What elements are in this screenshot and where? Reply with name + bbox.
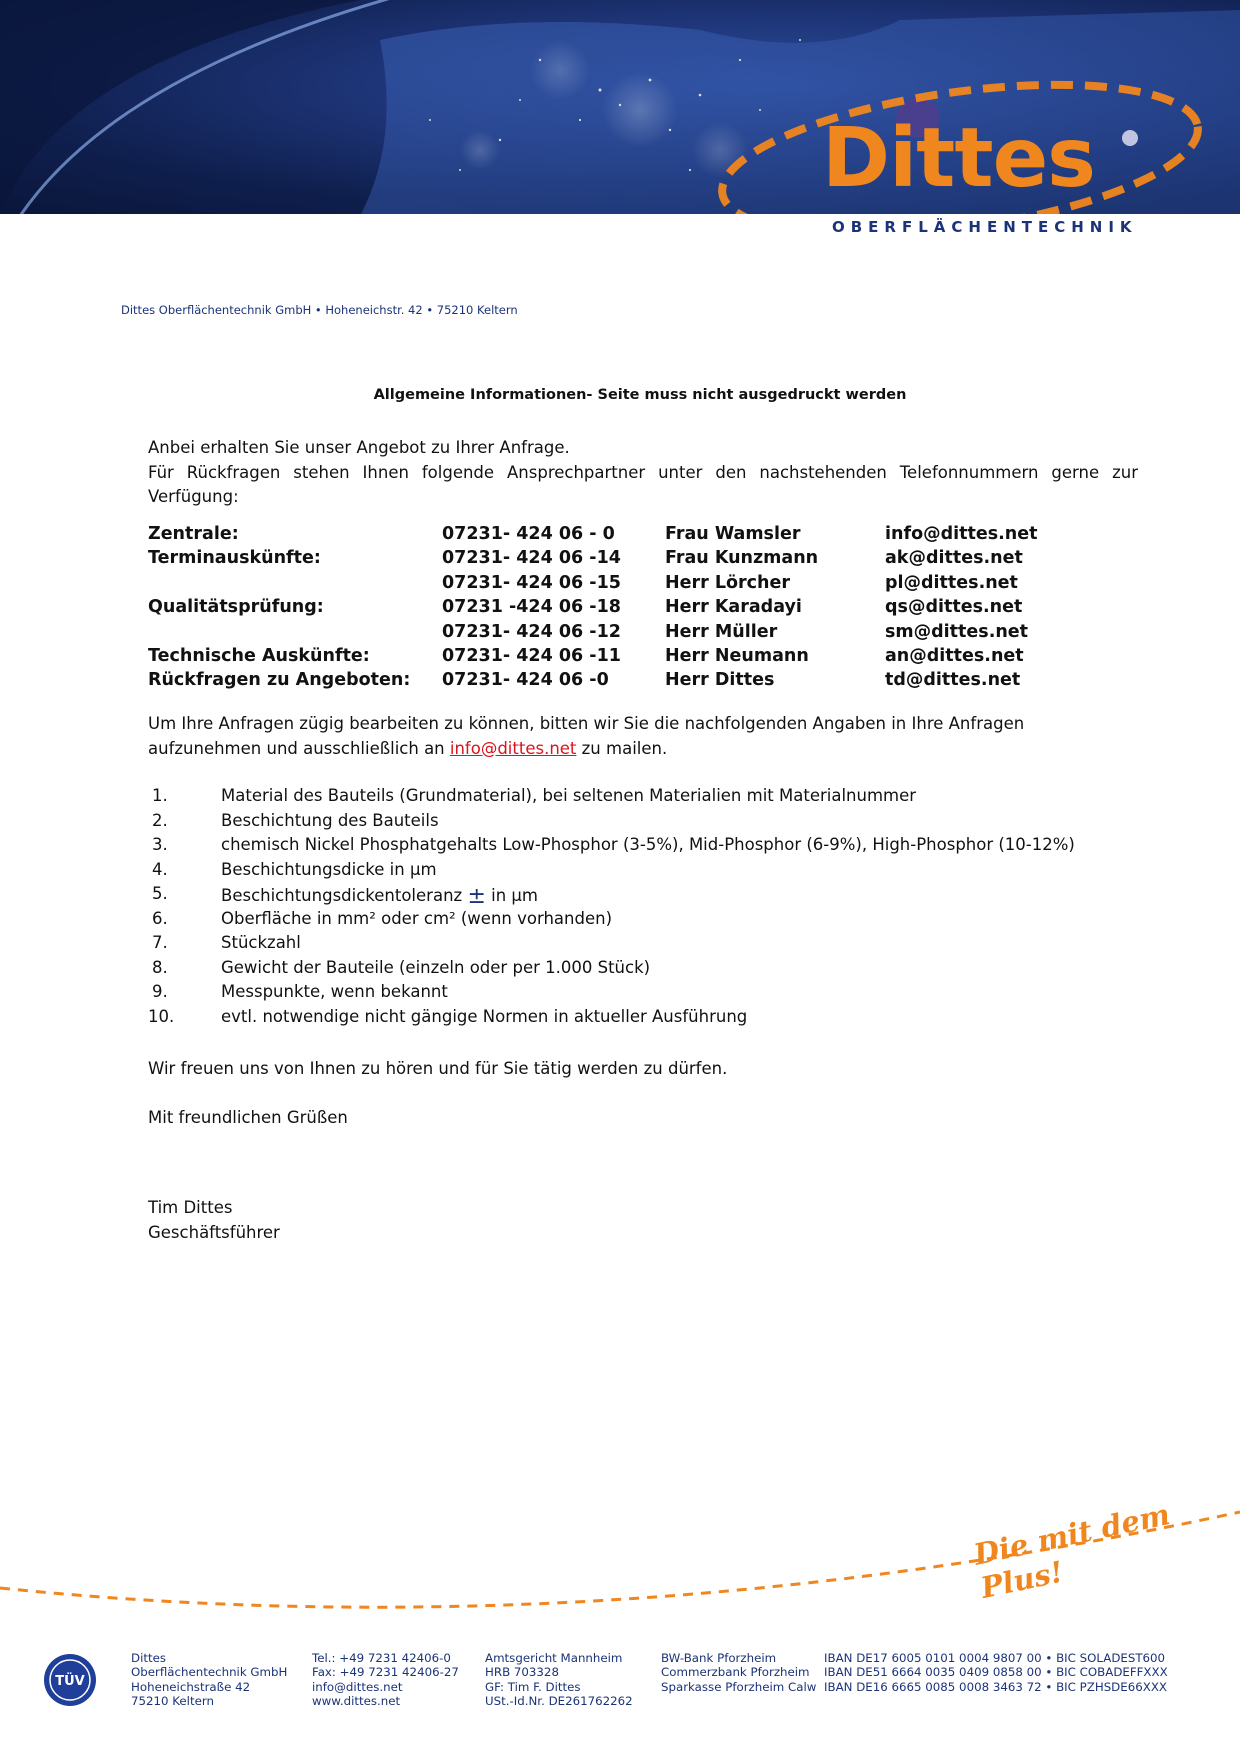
list-number: 1. [152,786,168,805]
footer-banks [661,1651,816,1694]
list-text: Gewicht der Bauteile (einzeln oder per 1.000 Stück) [221,957,651,977]
contact-person: Frau Wamsler [665,524,801,544]
request-text-after: zu mailen. [576,738,668,758]
footer-line: Sparkasse Pforzheim Calw [661,1679,817,1694]
contact-email: an@dittes.net [885,645,1024,666]
contact-phone: 07231- 424 06 -15 [442,572,621,593]
footer-line: GF: Tim F. Dittes [485,1679,581,1694]
contact-person: Herr Lörcher [665,572,791,593]
list-number: 9. [152,982,168,1001]
list-number: 3. [152,835,168,854]
contact-dept: Terminauskünfte: [148,548,321,569]
signature-role: Geschäftsführer [148,1223,280,1242]
contact-phone: 07231- 424 06 - 0 [442,524,615,544]
footer-line: Hoheneichstraße 42 [131,1679,251,1694]
list-text: chemisch Nickel Phosphatgehalts Low-Phosphor (3-5%), Mid-Phosphor (6-9%), High-Phosphor (10-12%) [221,835,1075,854]
contact-phone: 07231- 424 06 -14 [442,548,621,569]
footer-line: USt.-Id.Nr. DE261762262 [485,1694,633,1709]
footer-website-link[interactable]: www.dittes.net [312,1694,401,1709]
list-number: 10. [148,1006,175,1026]
footer-line: Fax: +49 7231 42406-27 [312,1665,459,1680]
slogan: Die mit dem Plus! [970,1497,1173,1605]
contact-email: info@dittes.net [885,524,1038,544]
tuv-seal-icon [42,1652,98,1708]
list-number: 5. [152,884,168,903]
list-number: 7. [152,933,168,952]
footer-line: IBAN DE51 6664 0035 0409 0858 00 • BIC COBADEFFXXX [824,1665,1168,1680]
contact-person: Herr Dittes [665,670,775,691]
plus-minus-symbol: ± [467,884,486,909]
footer-line: Dittes [131,1651,167,1665]
request-text-before: Um Ihre Anfragen zügig bearbeiten zu können, bitten wir Sie die nachfolgenden Angaben in Ihre Anfragen aufzunehmen und ausschließlich an [148,714,1025,758]
contact-phone: 07231- 424 06 -12 [442,621,621,642]
list-number: 8. [152,957,168,977]
list-text: Oberfläche in mm² oder cm² (wenn vorhanden) [221,908,613,928]
contact-dept: Qualitätsprüfung: [148,597,324,618]
contact-phone: 07231 -424 06 -18 [442,597,621,618]
page-title: Allgemeine Informationen- Seite muss nicht ausgedruckt werden [373,387,907,403]
greeting: Mit freundlichen Grüßen [148,1108,348,1127]
contact-email: qs@dittes.net [885,597,1023,618]
list-text: Beschichtung des Bauteils [221,810,439,830]
brand-subtitle: OBERFLÄCHENTECHNIK [832,218,1138,236]
contact-email: sm@dittes.net [885,621,1029,642]
footer-email-link[interactable]: info@dittes.net [312,1679,403,1694]
contact-person: Herr Karadayi [665,597,802,618]
list-number: 4. [152,859,168,879]
brand-logo-text: Dittes [822,111,1095,206]
list-text-before: Beschichtungsdickentoleranz [221,886,468,905]
sender-address-line: Dittes Oberflächentechnik GmbH • Hoheneichstr. 42 • 75210 Keltern [121,303,518,317]
footer-iban [824,1651,1168,1694]
tuv-label: TÜV [55,1674,85,1689]
footer-company [131,1651,287,1709]
contact-phone: 07231- 424 06 -0 [442,670,609,691]
contact-dept: Rückfragen zu Angeboten: [148,670,411,691]
contact-person: Herr Müller [665,621,778,642]
footer-line: Tel.: +49 7231 42406-0 [312,1651,451,1665]
list-text: Material des Bauteils (Grundmaterial), bei seltenen Materialien mit Materialnummer [221,786,917,805]
footer-line: Commerzbank Pforzheim [661,1665,810,1680]
footer-registry [485,1651,633,1709]
closing-sentence: Wir freuen uns von Ihnen zu hören und für Sie tätig werden zu dürfen. [148,1059,728,1078]
list-number: 6. [152,908,168,928]
list-number: 2. [152,810,168,830]
contact-phone: 07231- 424 06 -11 [442,645,621,666]
footer-line: 75210 Keltern [131,1694,214,1709]
list-text: Beschichtungsdicke in µm [221,859,437,879]
intro-paragraph [148,436,1138,510]
contact-person: Herr Neumann [665,645,809,666]
list-text: Stückzahl [221,933,301,952]
contact-dept: Zentrale: [148,524,239,544]
footer-line: IBAN DE17 6005 0101 0004 9807 00 • BIC SOLADEST600 [824,1651,1166,1665]
intro-line-2: Für Rückfragen stehen Ihnen folgende Ansprechpartner unter den nachstehenden Telefonnummern gerne zur Verfügung: [148,462,1138,506]
footer-contact [312,1651,459,1709]
list-text [221,884,538,909]
list-text: Messpunkte, wenn bekannt [221,982,448,1001]
list-text-after: in µm [485,886,538,905]
info-email-link[interactable]: info@dittes.net [449,738,577,758]
footer-line: IBAN DE16 6665 0085 0008 3463 72 • BIC PZHSDE66XXX [824,1679,1167,1694]
contact-person: Frau Kunzmann [665,548,819,569]
footer-line: Amtsgericht Mannheim [485,1651,623,1665]
signature-name: Tim Dittes [148,1198,233,1217]
contact-email: td@dittes.net [885,670,1021,691]
contact-dept: Technische Auskünfte: [148,645,370,666]
list-text: evtl. notwendige nicht gängige Normen in aktueller Ausführung [221,1006,748,1026]
footer-line: BW-Bank Pforzheim [661,1651,777,1665]
footer-line: HRB 703328 [485,1665,559,1680]
intro-line-1: Anbei erhalten Sie unser Angebot zu Ihrer Anfrage. [148,438,570,457]
request-paragraph [148,712,1138,761]
footer-line: Oberflächentechnik GmbH [131,1665,288,1680]
contact-email: pl@dittes.net [885,572,1018,593]
contact-email: ak@dittes.net [885,548,1023,569]
